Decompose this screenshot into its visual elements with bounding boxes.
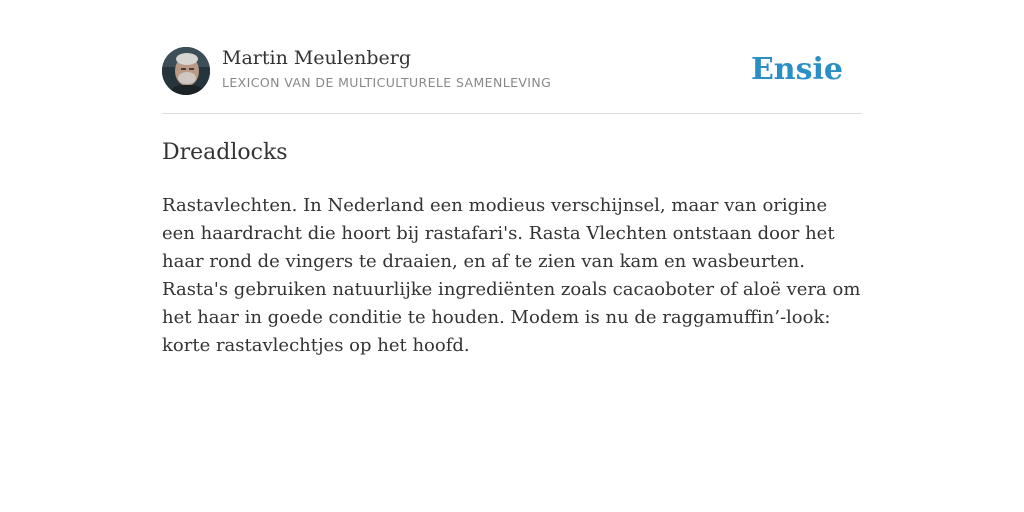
ensie-logo[interactable]: Ensie [750,52,843,87]
entry-header [162,46,862,114]
entry-title: Dreadlocks [162,140,288,165]
author-name[interactable]: Martin Meulenberg [222,47,411,69]
avatar[interactable] [162,47,210,95]
entry-card [162,46,862,360]
publication-name[interactable]: LEXICON VAN DE MULTICULTURELE SAMENLEVING [222,75,552,90]
author-photo [162,47,210,95]
entry-body: Rastavlechten. In Nederland een modieus verschijnsel, maar van origine een haardracht die hoort bij rastafari's. Rasta Vlechten ontstaan door het haar rond de vingers te draaien, en af te zien van kam en wasbeurten. Rasta's gebruiken natuurlijke ingrediënten zoals cacaoboter of aloë vera om het haar in goede conditie te houden. Modem is nu de raggamuffin’-look: korte rastavlechtjes op het hoofd. [162,195,861,356]
